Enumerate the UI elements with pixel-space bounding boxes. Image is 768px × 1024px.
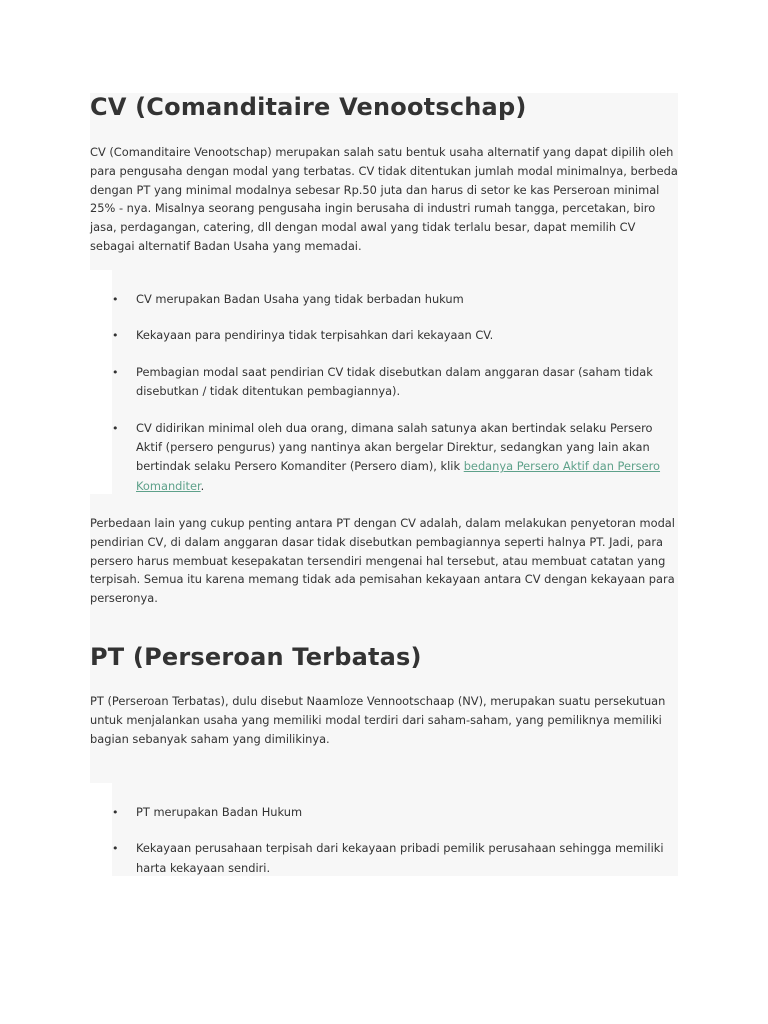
list-item: [90, 419, 672, 497]
list-item: [90, 363, 672, 402]
list-item-text: Kekayaan perusahaan terpisah dari kekayaan pribadi pemilik perusahaan sehingga memiliki harta kekayaan sendiri.: [136, 841, 664, 875]
list-item: [90, 803, 672, 822]
bullet-dot: •: [112, 806, 119, 819]
list-item: [90, 290, 672, 309]
list-item-text: Kekayaan para pendirinya tidak terpisahkan dari kekayaan CV.: [136, 328, 494, 343]
bullet-dot: •: [112, 842, 119, 856]
list-item: [90, 839, 672, 878]
list-item-text: CV merupakan Badan Usaha yang tidak berbadan hukum: [136, 292, 464, 306]
persero-difference-link[interactable]: bedanya Persero Aktif dan Persero Komanditer: [136, 459, 661, 493]
bullet-dot: •: [112, 293, 119, 306]
list-item-text-end: .: [200, 478, 205, 493]
list-item-text: CV didirikan minimal oleh dua orang, dimana salah satunya akan bertindak selaku Persero Aktif (persero pengurus) yang nantinya akan bergelar Direktur, sedangkan yang lain akan bertindak selaku Persero Komanditer (Persero diam), klik: [136, 420, 653, 474]
list-item: [90, 326, 672, 345]
bullet-dot: •: [112, 365, 119, 379]
cv-characteristics-list: [90, 290, 672, 496]
bullet-dot: •: [112, 329, 119, 343]
cv-intro-paragraph: CV (Comanditaire Venootschap) merupakan salah satu bentuk usaha alternatif yang dapat dipilih oleh para pengusaha dengan modal yang terbatas. CV tidak ditentukan jumlah modal minimalnya, berbeda dengan PT yang minimal modalnya sebesar Rp.50 juta dan harus di setor ke kas Perseroan minimal 25% - nya. Misalnya seorang pengusaha ingin berusaha di industri rumah tangga, percetakan, biro jasa, perdagangan, catering, dll dengan modal awal yang tidak terlalu besar, dapat memilih CV sebagai alternatif Badan Usaha yang memadai.: [90, 145, 678, 253]
pt-characteristics-list: [90, 803, 672, 878]
bullet-dot: •: [112, 421, 119, 435]
list-item-text: Pembagian modal saat pendirian CV tidak disebutkan dalam anggaran dasar (saham tidak disebutkan / tidak ditentukan pembagiannya).: [136, 364, 653, 399]
cv-difference-paragraph: Perbedaan lain yang cukup penting antara PT dengan CV adalah, dalam melakukan penyetoran modal pendirian CV, di dalam anggaran dasar tidak disebutkan pembagiannya seperti halnya PT. Jadi, para persero harus membuat kesepakatan tersendiri mengenai hal tersebut, atau membuat catatan yang terpisah. Semua itu karena memang tidak ada pemisahan kekayaan antara CV dengan kekayaan para perseronya.: [90, 516, 675, 606]
pt-section-title: PT (Perseroan Terbatas): [90, 643, 422, 671]
list-item-text: PT merupakan Badan Hukum: [136, 805, 303, 819]
cv-section-title: CV (Comanditaire Venootschap): [90, 93, 527, 121]
pt-intro-paragraph: PT (Perseroan Terbatas), dulu disebut Naamloze Vennootschaap (NV), merupakan suatu persekutuan untuk menjalankan usaha yang memiliki modal terdiri dari saham-saham, yang pemiliknya memiliki bagian sebanyak saham yang dimilikinya.: [90, 694, 666, 746]
